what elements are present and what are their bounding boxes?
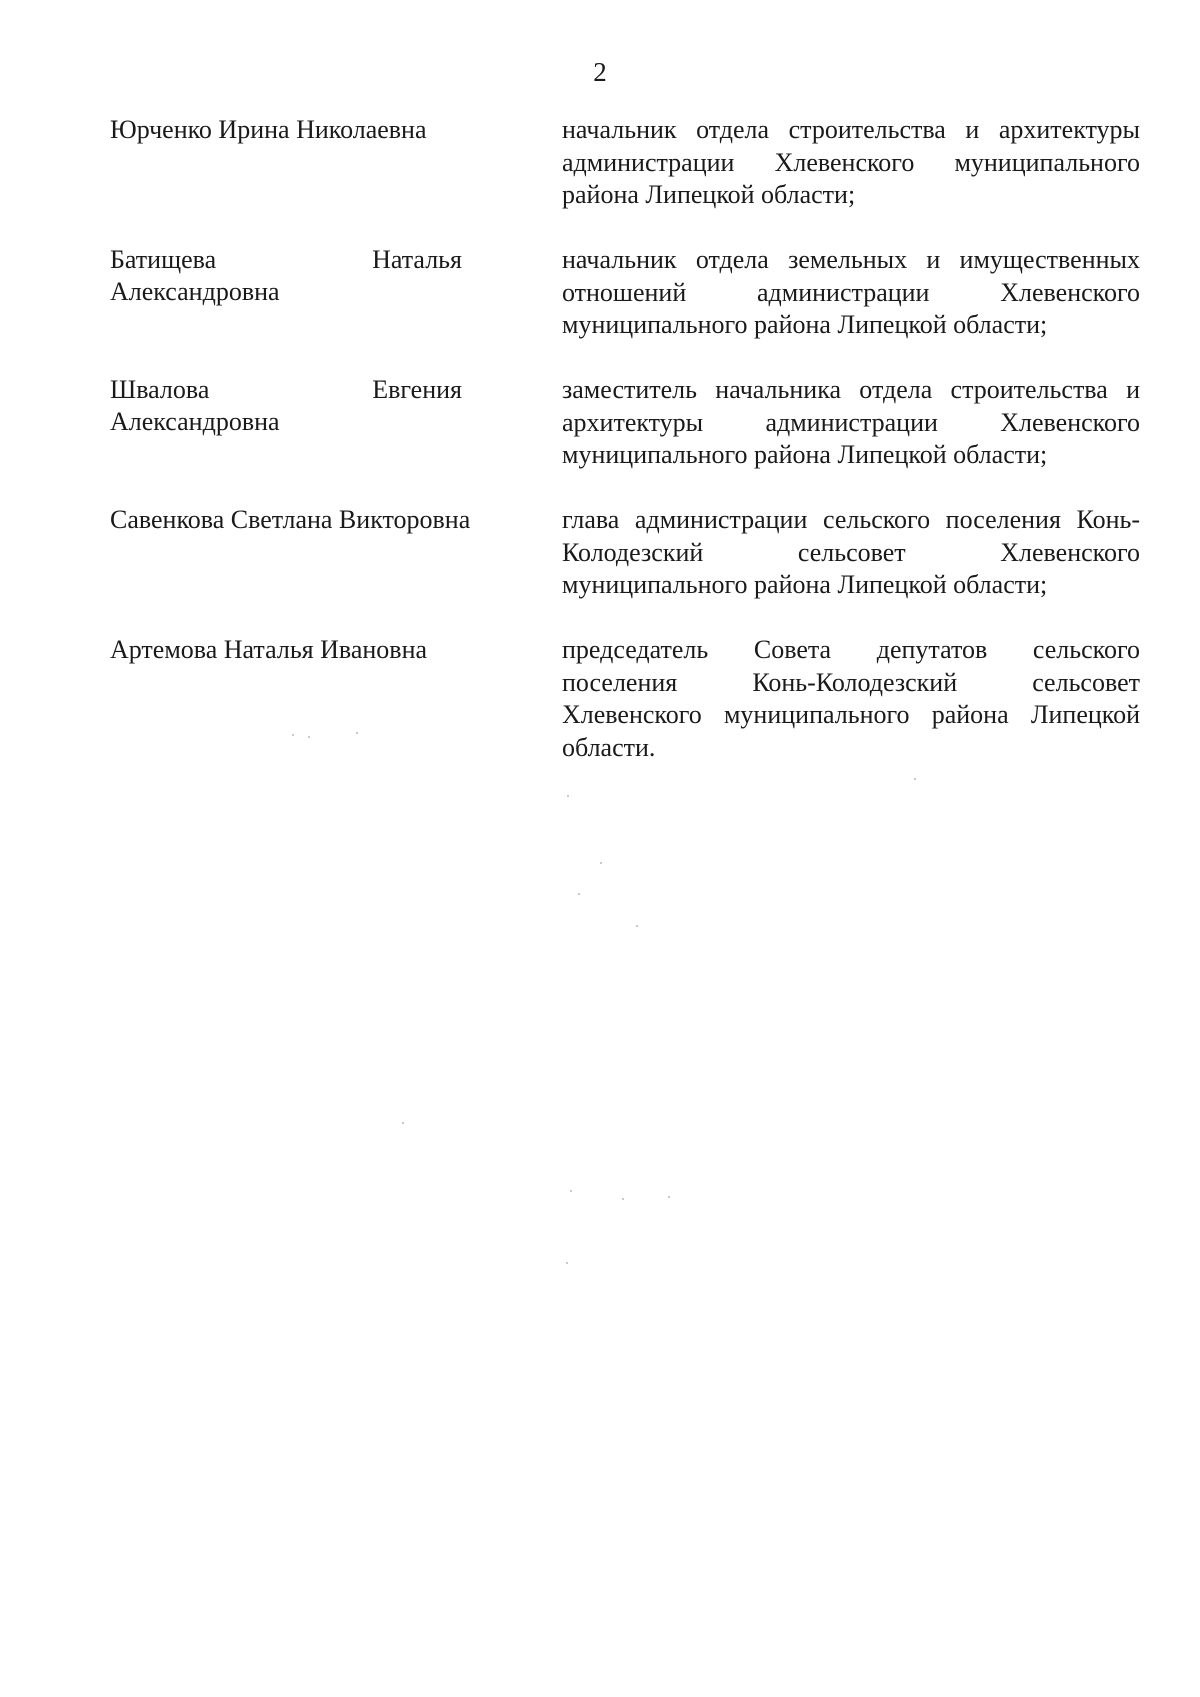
scan-speck — [567, 795, 569, 797]
member-full-name: Юрченко Ирина Николаевна — [110, 115, 427, 144]
member-full-name: Савенкова Светлана Викторовна — [110, 505, 471, 534]
member-position: председатель Совета депутатов сельского поселения Конь-Колодезский сельсовет Хлевенского муниципального района Липецкой области. — [562, 635, 1140, 762]
member-name — [110, 114, 512, 146]
scan-speck — [402, 1122, 404, 1124]
member-given-name: Наталья — [372, 245, 462, 274]
scan-speck — [914, 778, 916, 780]
member-given-name: Евгения — [372, 375, 462, 404]
scan-speck — [600, 862, 602, 864]
member-surname: Батищева — [110, 245, 217, 274]
member-surname: Швалова — [110, 375, 210, 404]
member-name — [110, 634, 512, 666]
scan-speck — [356, 732, 358, 734]
scan-speck — [578, 893, 580, 895]
member-position: начальник отдела строительства и архитектуры администрации Хлевенского муниципального района Липецкой области; — [562, 115, 1140, 209]
member-patronymic: Александровна — [110, 277, 280, 306]
scan-speck — [566, 1262, 568, 1264]
member-position: начальник отдела земельных и имущественных отношений администрации Хлевенского муниципального района Липецкой области; — [562, 245, 1140, 339]
member-position: заместитель начальника отдела строительства и архитектуры администрации Хлевенского муниципального района Липецкой области; — [562, 375, 1140, 469]
scan-speck — [308, 736, 310, 738]
member-name — [110, 504, 512, 536]
scan-speck — [622, 1198, 624, 1200]
scan-speck — [636, 925, 638, 927]
scan-speck — [292, 734, 294, 736]
page-number: 2 — [593, 57, 607, 87]
member-patronymic: Александровна — [110, 407, 280, 436]
scan-speck — [570, 1190, 572, 1192]
scan-speck — [668, 1196, 670, 1198]
member-name — [110, 244, 512, 308]
member-full-name: Артемова Наталья Ивановна — [110, 635, 428, 664]
member-name — [110, 374, 512, 438]
member-position: глава администрации сельского поселения Конь-Колодезский сельсовет Хлевенского муниципального района Липецкой области; — [562, 505, 1140, 599]
